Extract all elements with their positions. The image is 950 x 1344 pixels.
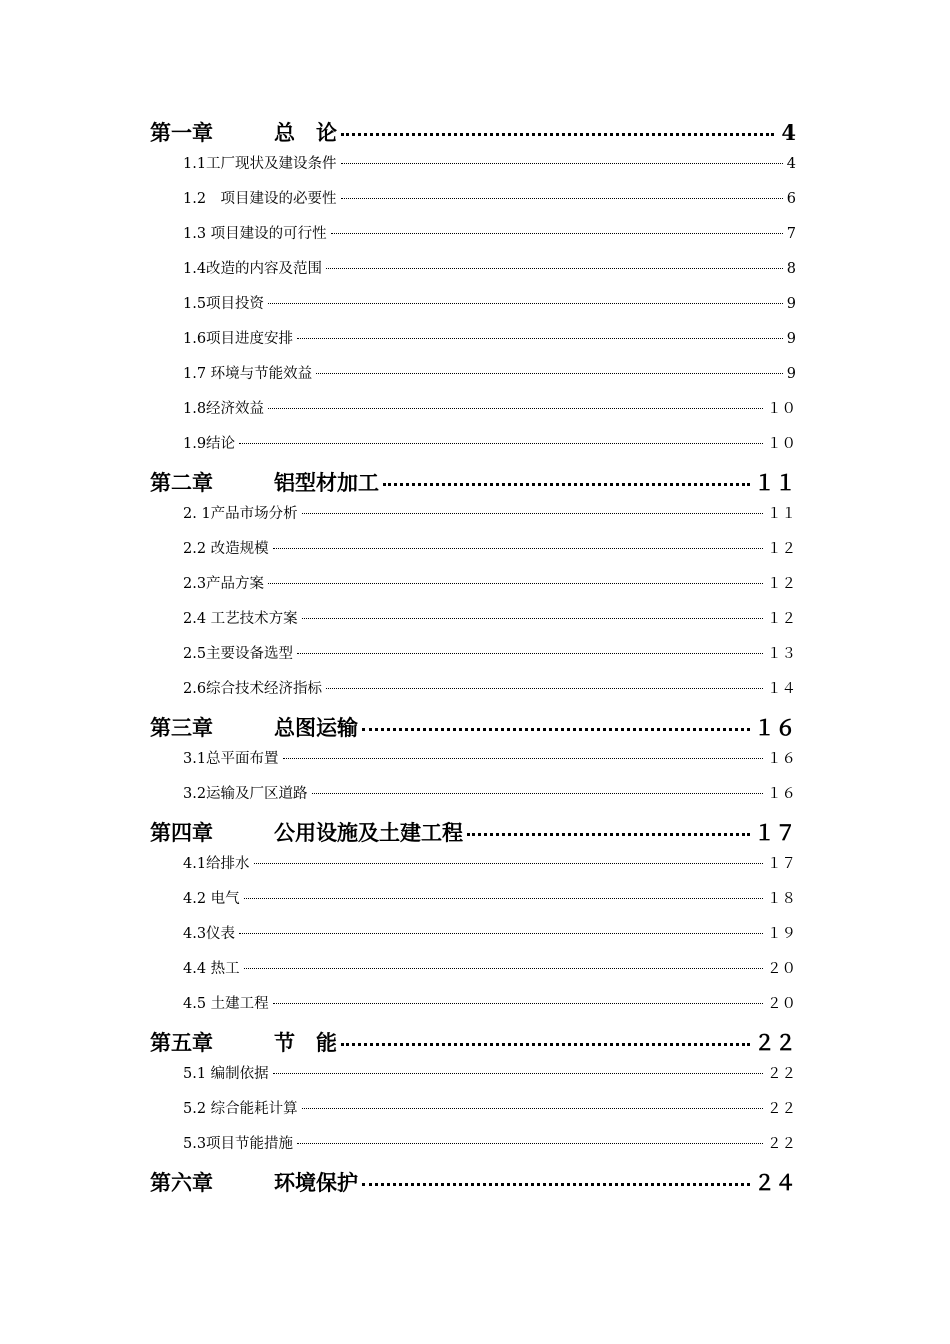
section-title: 1.4改造的内容及范围 xyxy=(183,261,323,277)
dot-leader xyxy=(268,408,763,409)
toc-section-entry[interactable] xyxy=(150,397,796,432)
toc-section-entry[interactable] xyxy=(150,1132,796,1167)
toc-chapter-entry[interactable] xyxy=(150,1167,796,1202)
page-number: 4 xyxy=(786,156,796,172)
dot-leader xyxy=(273,1003,763,1004)
section-title: 1.8经济效益 xyxy=(183,401,265,417)
toc-chapter-entry[interactable] xyxy=(150,817,796,852)
toc-section-entry[interactable] xyxy=(150,362,796,397)
dot-leader xyxy=(297,1143,763,1144)
table-of-contents xyxy=(150,117,796,1202)
toc-section-entry[interactable] xyxy=(150,187,796,222)
page-number: １７ xyxy=(754,820,796,845)
page-number: １２ xyxy=(767,611,796,627)
page-number: ２２ xyxy=(767,1136,796,1152)
toc-section-entry[interactable] xyxy=(150,922,796,957)
dot-leader xyxy=(297,338,783,339)
page-number: ２２ xyxy=(767,1066,796,1082)
page-number: ２２ xyxy=(754,1030,796,1055)
page-number: ２０ xyxy=(767,996,796,1012)
page-number: １３ xyxy=(767,646,796,662)
chapter-title: 铝型材加工 xyxy=(274,470,379,495)
dot-leader xyxy=(362,728,750,731)
dot-leader xyxy=(239,933,763,934)
section-title: 2.4 工艺技术方案 xyxy=(183,611,298,627)
page-number: 6 xyxy=(786,191,796,207)
dot-leader xyxy=(239,443,763,444)
section-title: 2. 1产品市场分析 xyxy=(183,506,298,522)
toc-section-entry[interactable] xyxy=(150,572,796,607)
page-number: 4 xyxy=(781,120,796,145)
dot-leader xyxy=(326,268,783,269)
toc-section-entry[interactable] xyxy=(150,292,796,327)
section-title: 4.4 热工 xyxy=(183,961,240,977)
toc-section-entry[interactable] xyxy=(150,1062,796,1097)
dot-leader xyxy=(244,968,763,969)
toc-section-entry[interactable] xyxy=(150,887,796,922)
dot-leader xyxy=(302,1108,763,1109)
page-number: ２０ xyxy=(767,961,796,977)
page-number: １７ xyxy=(767,856,796,872)
chapter-number: 第五章 xyxy=(150,1030,213,1055)
toc-section-entry[interactable] xyxy=(150,432,796,467)
dot-leader xyxy=(273,548,763,549)
chapter-title: 公用设施及土建工程 xyxy=(274,820,463,845)
chapter-number: 第二章 xyxy=(150,470,213,495)
dot-leader xyxy=(273,1073,763,1074)
section-title: 1.1工厂现状及建设条件 xyxy=(183,156,337,172)
page-number: １８ xyxy=(767,891,796,907)
page-number: １６ xyxy=(767,786,796,802)
section-title: 2.6综合技术经济指标 xyxy=(183,681,323,697)
toc-section-entry[interactable] xyxy=(150,257,796,292)
section-title: 2.5主要设备选型 xyxy=(183,646,294,662)
dot-leader xyxy=(268,583,763,584)
section-title: 4.5 土建工程 xyxy=(183,996,269,1012)
dot-leader xyxy=(268,303,783,304)
dot-leader xyxy=(283,758,763,759)
toc-section-entry[interactable] xyxy=(150,852,796,887)
section-title: 2.2 改造规模 xyxy=(183,541,269,557)
toc-chapter-entry[interactable] xyxy=(150,117,796,152)
section-title: 1.9结论 xyxy=(183,436,236,452)
section-title: 1.3 项目建设的可行性 xyxy=(183,226,327,242)
toc-section-entry[interactable] xyxy=(150,677,796,712)
dot-leader xyxy=(341,1043,750,1046)
dot-leader xyxy=(302,618,763,619)
dot-leader xyxy=(244,898,763,899)
toc-section-entry[interactable] xyxy=(150,782,796,817)
chapter-number: 第六章 xyxy=(150,1170,213,1195)
section-title: 1.5项目投资 xyxy=(183,296,265,312)
page-number: １０ xyxy=(767,401,796,417)
chapter-title: 环境保护 xyxy=(274,1170,358,1195)
dot-leader xyxy=(312,793,763,794)
section-title: 1.6项目进度安排 xyxy=(183,331,294,347)
toc-chapter-entry[interactable] xyxy=(150,1027,796,1062)
dot-leader xyxy=(341,163,783,164)
toc-section-entry[interactable] xyxy=(150,152,796,187)
section-title: 3.1总平面布置 xyxy=(183,751,279,767)
toc-section-entry[interactable] xyxy=(150,747,796,782)
page-number: ２２ xyxy=(767,1101,796,1117)
page-number: １２ xyxy=(767,576,796,592)
page-number: １１ xyxy=(767,506,796,522)
section-title: 4.2 电气 xyxy=(183,891,240,907)
dot-leader xyxy=(362,1183,750,1186)
chapter-number: 第四章 xyxy=(150,820,213,845)
toc-chapter-entry[interactable] xyxy=(150,712,796,747)
toc-section-entry[interactable] xyxy=(150,537,796,572)
toc-section-entry[interactable] xyxy=(150,1097,796,1132)
page-number: １９ xyxy=(767,926,796,942)
dot-leader xyxy=(383,483,750,486)
chapter-title: 节 能 xyxy=(274,1030,337,1055)
page-number: １４ xyxy=(767,681,796,697)
section-title: 5.2 综合能耗计算 xyxy=(183,1101,298,1117)
dot-leader xyxy=(316,373,783,374)
section-title: 1.7 环境与节能效益 xyxy=(183,366,313,382)
section-title: 2.3产品方案 xyxy=(183,576,265,592)
section-title: 4.1给排水 xyxy=(183,856,250,872)
chapter-title: 总 论 xyxy=(274,120,337,145)
toc-section-entry[interactable] xyxy=(150,992,796,1027)
page-number: 9 xyxy=(786,331,796,347)
dot-leader xyxy=(331,233,783,234)
toc-section-entry[interactable] xyxy=(150,642,796,677)
toc-chapter-entry[interactable] xyxy=(150,467,796,502)
chapter-title: 总图运输 xyxy=(274,715,358,740)
page-number: １６ xyxy=(754,715,796,740)
section-title: 4.3仪表 xyxy=(183,926,236,942)
dot-leader xyxy=(341,198,783,199)
dot-leader xyxy=(467,833,750,836)
page-number: 7 xyxy=(786,226,796,242)
dot-leader xyxy=(254,863,763,864)
page-number: １０ xyxy=(767,436,796,452)
toc-section-entry[interactable] xyxy=(150,957,796,992)
page-number: 9 xyxy=(786,366,796,382)
section-title: 3.2运输及厂区道路 xyxy=(183,786,308,802)
section-title: 1.2 项目建设的必要性 xyxy=(183,191,337,207)
toc-section-entry[interactable] xyxy=(150,607,796,642)
chapter-number: 第三章 xyxy=(150,715,213,740)
page-number: １２ xyxy=(767,541,796,557)
toc-section-entry[interactable] xyxy=(150,222,796,257)
chapter-number: 第一章 xyxy=(150,120,213,145)
dot-leader xyxy=(297,653,763,654)
section-title: 5.3项目节能措施 xyxy=(183,1136,294,1152)
dot-leader xyxy=(341,133,774,136)
dot-leader xyxy=(326,688,763,689)
page-number: ２４ xyxy=(754,1170,796,1195)
page-number: １６ xyxy=(767,751,796,767)
toc-section-entry[interactable] xyxy=(150,502,796,537)
page-number: 8 xyxy=(786,261,796,277)
page-number: １１ xyxy=(754,470,796,495)
dot-leader xyxy=(302,513,763,514)
section-title: 5.1 编制依据 xyxy=(183,1066,269,1082)
page-number: 9 xyxy=(786,296,796,312)
toc-section-entry[interactable] xyxy=(150,327,796,362)
